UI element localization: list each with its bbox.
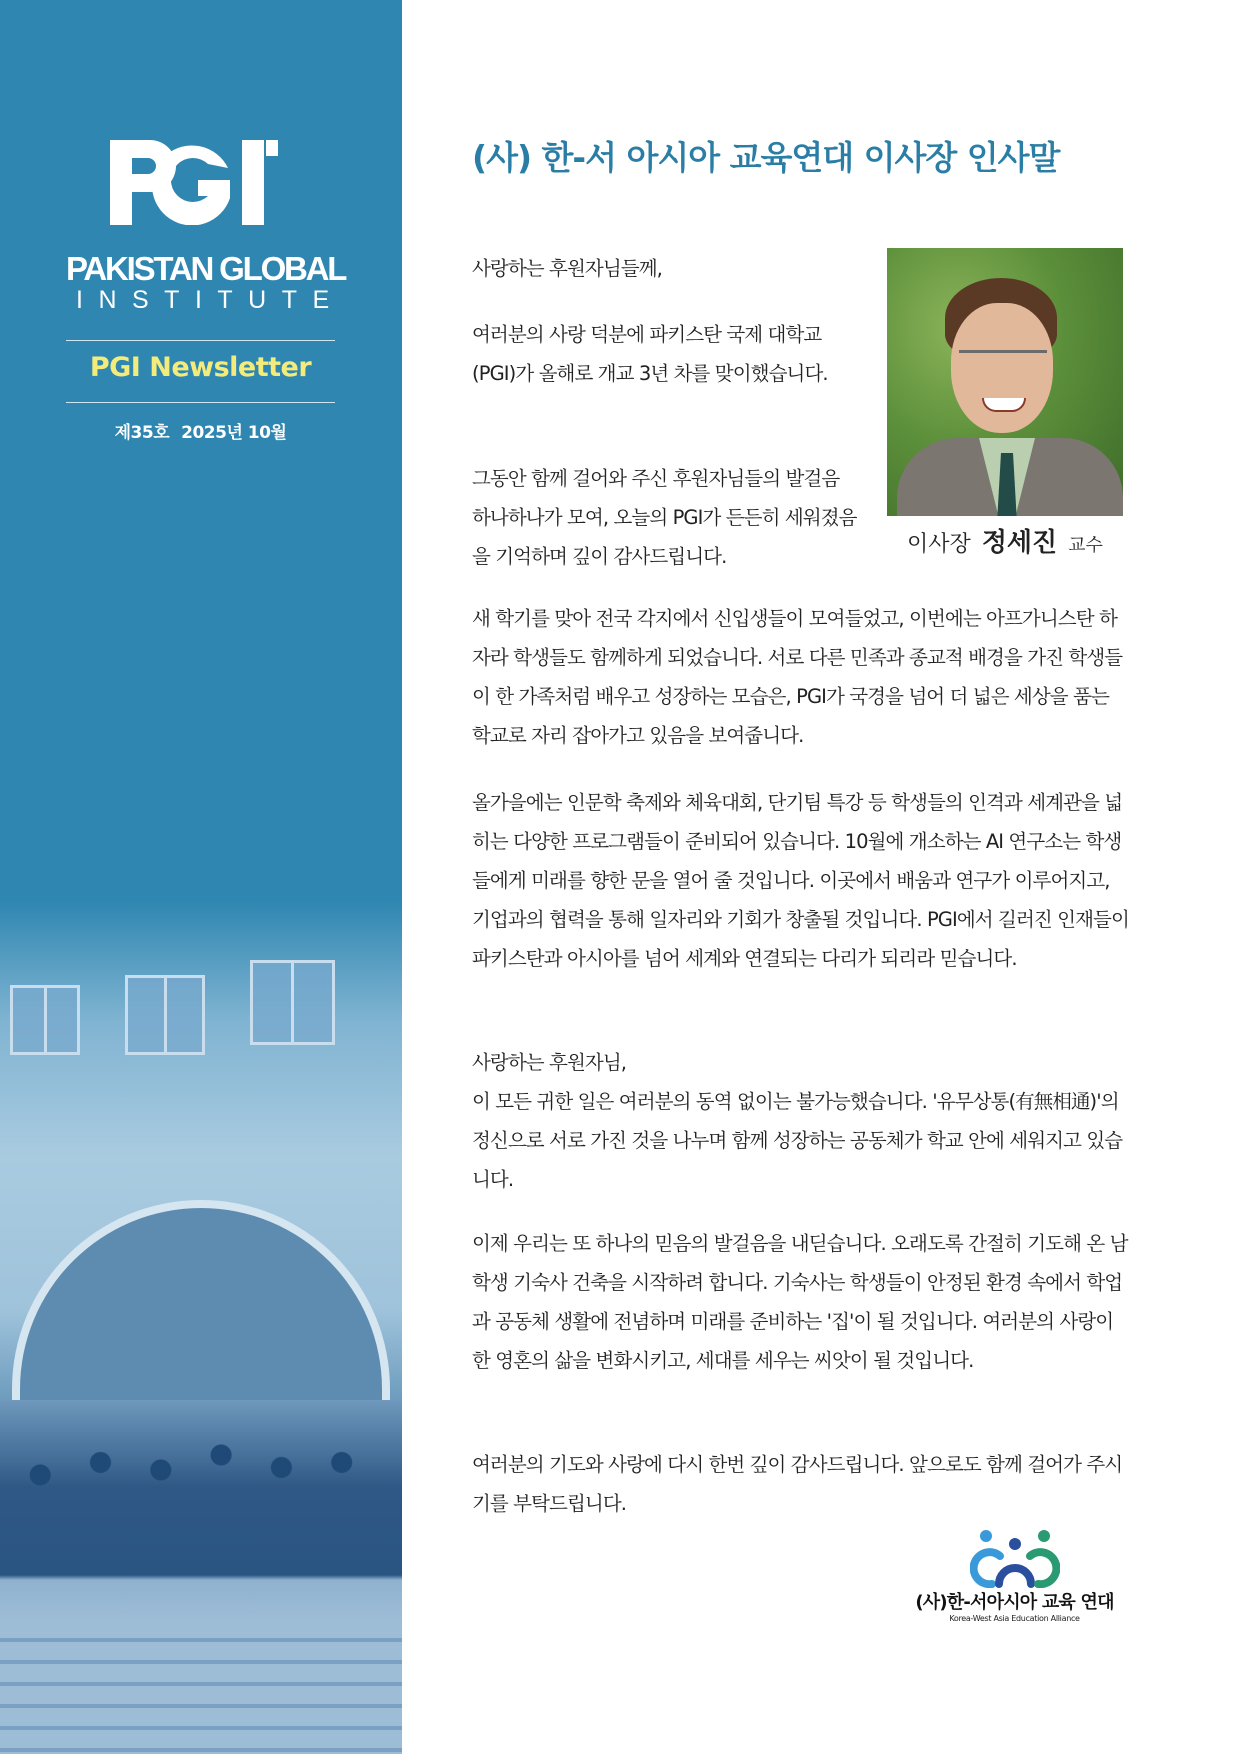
issue-date: 2025년 10월 xyxy=(181,423,287,443)
building-window xyxy=(125,975,205,1055)
building-window xyxy=(10,985,80,1055)
caption-title: 교수 xyxy=(1068,535,1103,556)
chairman-portrait xyxy=(887,248,1123,516)
caption-name: 정세진 xyxy=(981,528,1058,558)
paragraph: 새 학기를 맞아 전국 각지에서 신입생들이 모여들었고, 이번에는 아프가니스탄 하자라 학생들도 함께하게 되었습니다. 서로 다른 민족과 종교적 배경을 가진 학생들이 한 가족처럼 배우고 성장하는 모습은, PGI가 국경을 넘어 더 넓은 세상을 품는 학교로 자리 잡아가고 있음을 보여줍니다. xyxy=(472,607,1123,747)
issue-info xyxy=(66,418,335,443)
building-steps xyxy=(0,1620,402,1754)
page-title: (사) 한-서 아시아 교육연대 이사장 인사말 xyxy=(472,138,1060,177)
caption-role: 이사장 xyxy=(907,532,971,557)
pgi-logo-icon xyxy=(110,140,290,225)
organization-name-en: Korea-West Asia Education Alliance xyxy=(949,1614,1080,1623)
issue-number: 제35호 xyxy=(114,423,170,443)
alliance-people-icon xyxy=(970,1528,1060,1588)
sidebar-cover xyxy=(0,0,402,1754)
organization-logo xyxy=(907,1528,1122,1638)
group-photo-people xyxy=(0,1400,402,1650)
paragraph: 사랑하는 후원자님, xyxy=(472,1051,627,1074)
paragraph: 이 모든 귀한 일은 여러분의 동역 없이는 불가능했습니다. '유무상통(有無相通)'의 정신으로 서로 가진 것을 나누며 함께 성장하는 공동체가 학교 안에 세워지고 있습니다. xyxy=(472,1090,1123,1191)
paragraph: 그동안 함께 걸어와 주신 후원자님들의 발걸음 하나하나가 모여, 오늘의 PGI가 든든히 세워졌음을 기억하며 깊이 감사드립니다. xyxy=(472,467,857,568)
portrait-caption xyxy=(887,522,1123,559)
newsletter-title: PGI Newsletter xyxy=(89,352,312,383)
salutation: 사랑하는 후원자님들께, xyxy=(472,257,662,280)
institute-name-line2: INSTITUTE xyxy=(76,286,345,314)
paragraph: 올가을에는 인문학 축제와 체육대회, 단기팀 특강 등 학생들의 인격과 세계관을 넓히는 다양한 프로그램들이 준비되어 있습니다. 10월에 개소하는 AI 연구소는 학생들에게 미래를 향한 문을 열어 줄 것입니다. 이곳에서 배움과 연구가 이루어지고, 기업과의 협력을 통해 일자리와 기회가 창출될 것입니다. PGI에서 길러진 인재들이 파키스탄과 아시아를 넘어 세계와 연결되는 다리가 되리라 믿습니다. xyxy=(472,791,1129,970)
article-page xyxy=(402,0,1241,1754)
institute-name-line1: PAKISTAN GLOBAL xyxy=(66,250,346,287)
paragraph: 여러분의 사랑 덕분에 파키스탄 국제 대학교(PGI)가 올해로 개교 3년 차를 맞이했습니다. xyxy=(472,323,828,385)
organization-name-ko: (사)한-서아시아 교육 연대 xyxy=(915,1592,1114,1613)
institute-name xyxy=(66,250,346,314)
divider xyxy=(66,340,335,341)
building-window xyxy=(250,960,335,1045)
divider xyxy=(66,402,335,403)
paragraph: 이제 우리는 또 하나의 믿음의 발걸음을 내딛습니다. 오래도록 간절히 기도해 온 남학생 기숙사 건축을 시작하려 합니다. 기숙사는 학생들이 안정된 환경 속에서 학업과 공동체 생활에 전념하며 미래를 준비하는 '집'이 될 것입니다. 여러분의 사랑이 한 영혼의 삶을 변화시키고, 세대를 세우는 씨앗이 될 것입니다. xyxy=(472,1232,1128,1372)
paragraph: 여러분의 기도와 사랑에 다시 한번 깊이 감사드립니다. 앞으로도 함께 걸어가 주시기를 부탁드립니다. xyxy=(472,1453,1123,1515)
